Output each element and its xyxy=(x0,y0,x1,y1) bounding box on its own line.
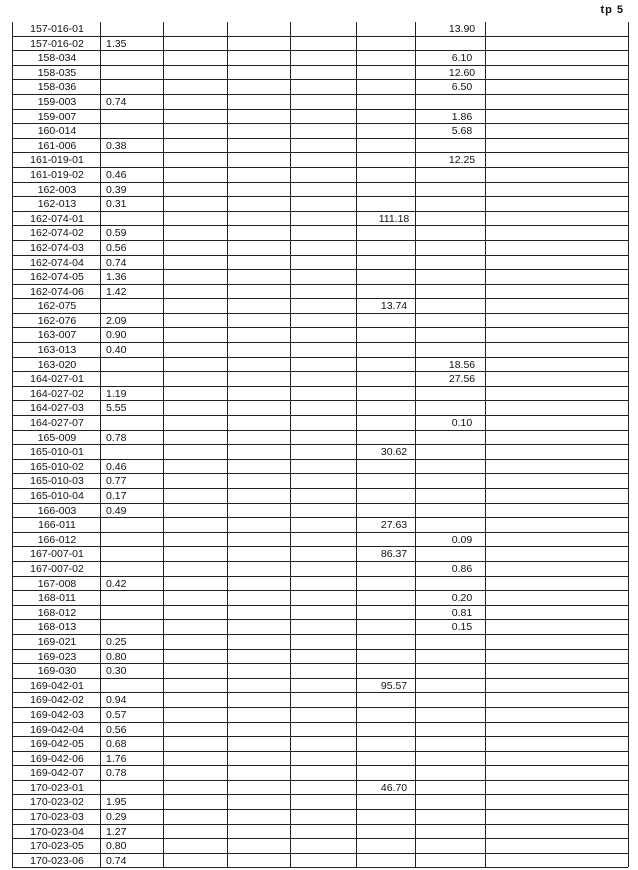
table-row xyxy=(12,372,628,387)
value-a-cell xyxy=(106,358,166,372)
row-id-cell: 158-034 xyxy=(37,52,77,65)
table-row xyxy=(12,854,628,869)
value-a-cell xyxy=(106,212,166,226)
value-c-cell xyxy=(432,460,492,474)
row-id-cell: 162-075 xyxy=(37,300,77,313)
value-a-cell: 1.76 xyxy=(106,752,127,765)
value-a-cell xyxy=(106,51,166,65)
table-row xyxy=(12,37,628,52)
row-id-cell: 161-019-02 xyxy=(30,168,84,181)
value-c-cell xyxy=(432,708,492,722)
value-a-cell: 0.40 xyxy=(106,344,127,357)
row-id-cell: 169-042-02 xyxy=(30,694,84,707)
row-id-cell: 159-003 xyxy=(37,95,77,108)
table-row xyxy=(12,839,628,854)
value-c-cell xyxy=(432,328,492,342)
row-id-cell: 168-011 xyxy=(38,592,76,605)
value-b-cell xyxy=(366,256,422,270)
value-b-cell xyxy=(366,635,422,649)
value-a-cell xyxy=(106,22,166,36)
value-c-cell xyxy=(432,314,492,328)
value-a-cell xyxy=(106,299,166,313)
row-id-cell: 162-003 xyxy=(37,183,77,196)
value-b-cell: 111.18 xyxy=(378,212,410,225)
row-id-cell: 169-030 xyxy=(37,665,77,678)
table-row xyxy=(12,387,628,402)
row-id-cell: 160-014 xyxy=(37,125,77,138)
value-b-cell xyxy=(366,533,422,547)
table-row xyxy=(12,51,628,66)
value-c-cell xyxy=(432,752,492,766)
table-row xyxy=(12,139,628,154)
value-a-cell xyxy=(106,547,166,561)
value-a-cell: 0.56 xyxy=(106,241,127,254)
value-a-cell: 0.68 xyxy=(106,738,127,751)
value-b-cell xyxy=(366,416,422,430)
row-id-cell: 158-035 xyxy=(37,66,77,79)
value-c-cell: 0.09 xyxy=(451,533,473,546)
value-c-cell xyxy=(432,212,492,226)
value-c-cell xyxy=(432,95,492,109)
value-b-cell xyxy=(366,810,422,824)
data-table xyxy=(12,22,628,868)
value-c-cell: 0.20 xyxy=(451,592,473,605)
value-a-cell: 0.57 xyxy=(106,708,127,721)
table-row xyxy=(12,752,628,767)
value-c-cell xyxy=(432,781,492,795)
table-row xyxy=(12,270,628,285)
value-c-cell xyxy=(432,489,492,503)
table-row xyxy=(12,153,628,168)
value-b-cell xyxy=(366,387,422,401)
row-id-cell: 157-016-01 xyxy=(30,23,84,35)
table-row xyxy=(12,343,628,358)
value-c-cell: 12.60 xyxy=(448,66,476,79)
value-b-cell xyxy=(366,80,422,94)
value-a-cell xyxy=(106,372,166,386)
value-c-cell xyxy=(432,679,492,693)
row-id-cell: 162-076 xyxy=(37,314,77,327)
value-a-cell: 1.42 xyxy=(106,285,127,298)
table-row xyxy=(12,80,628,95)
row-id-cell: 162-013 xyxy=(37,198,77,211)
row-id-cell: 158-036 xyxy=(37,81,77,94)
value-b-cell xyxy=(366,577,422,591)
value-c-cell xyxy=(432,387,492,401)
value-a-cell: 0.74 xyxy=(106,95,127,108)
table-row xyxy=(12,328,628,343)
value-c-cell xyxy=(432,650,492,664)
row-id-cell: 168-012 xyxy=(37,606,77,619)
value-a-cell xyxy=(106,562,166,576)
row-id-cell: 170-023-03 xyxy=(30,811,84,824)
table-row xyxy=(12,708,628,723)
column-divider xyxy=(628,22,629,867)
row-id-cell: 167-007-01 xyxy=(30,548,84,561)
row-id-cell: 167-007-02 xyxy=(30,562,84,575)
table-row xyxy=(12,110,628,125)
value-a-cell: 0.49 xyxy=(106,504,127,517)
value-a-cell: 1.35 xyxy=(106,37,127,50)
value-a-cell xyxy=(106,66,166,80)
table-row xyxy=(12,504,628,519)
value-a-cell: 0.56 xyxy=(106,723,127,736)
value-c-cell: 6.10 xyxy=(451,52,473,65)
value-a-cell xyxy=(106,518,166,532)
table-row xyxy=(12,693,628,708)
value-b-cell xyxy=(366,723,422,737)
value-b-cell xyxy=(366,606,422,620)
value-c-cell xyxy=(432,226,492,240)
value-a-cell: 0.80 xyxy=(106,650,127,663)
value-b-cell xyxy=(366,153,422,167)
value-c-cell: 0.81 xyxy=(451,606,473,619)
row-id-cell: 169-042-03 xyxy=(30,708,84,721)
table-row xyxy=(12,474,628,489)
value-c-cell xyxy=(432,518,492,532)
value-a-cell: 5.55 xyxy=(106,402,127,415)
table-row xyxy=(12,226,628,241)
value-b-cell: 30.62 xyxy=(380,446,408,459)
value-b-cell xyxy=(366,489,422,503)
row-id-cell: 170-023-02 xyxy=(30,796,84,809)
table-row xyxy=(12,285,628,300)
row-id-cell: 164-027-07 xyxy=(30,417,84,430)
row-id-cell: 163-020 xyxy=(37,358,77,371)
row-id-cell: 159-007 xyxy=(37,110,77,123)
value-b-cell xyxy=(366,854,422,868)
value-a-cell xyxy=(106,445,166,459)
value-c-cell xyxy=(432,504,492,518)
value-c-cell xyxy=(432,766,492,780)
value-b-cell xyxy=(366,708,422,722)
row-id-cell: 166-012 xyxy=(37,533,77,546)
value-b-cell xyxy=(366,314,422,328)
table-row xyxy=(12,460,628,475)
table-row xyxy=(12,431,628,446)
value-c-cell: 6.50 xyxy=(451,81,473,94)
value-a-cell xyxy=(106,781,166,795)
row-id-cell: 169-023 xyxy=(37,650,77,663)
table-row xyxy=(12,489,628,504)
value-b-cell xyxy=(366,358,422,372)
value-b-cell: 95.57 xyxy=(380,679,408,692)
value-b-cell xyxy=(366,460,422,474)
row-id-cell: 170-023-01 xyxy=(30,781,84,794)
value-b-cell xyxy=(366,650,422,664)
value-c-cell xyxy=(432,825,492,839)
row-id-cell: 162-074-06 xyxy=(30,285,84,298)
row-id-cell: 169-021 xyxy=(37,635,77,648)
value-b-cell xyxy=(366,66,422,80)
value-b-cell xyxy=(366,197,422,211)
value-a-cell: 1.36 xyxy=(106,271,127,284)
value-a-cell xyxy=(106,591,166,605)
value-c-cell: 0.15 xyxy=(451,621,473,634)
value-b-cell xyxy=(366,51,422,65)
value-b-cell xyxy=(366,22,422,36)
value-c-cell: 1.86 xyxy=(451,110,473,123)
table-row xyxy=(12,825,628,840)
table-row xyxy=(12,358,628,373)
table-row xyxy=(12,664,628,679)
value-a-cell xyxy=(106,153,166,167)
table-row xyxy=(12,723,628,738)
value-c-cell xyxy=(432,139,492,153)
table-row xyxy=(12,547,628,562)
value-c-cell xyxy=(432,431,492,445)
value-b-cell xyxy=(366,431,422,445)
value-c-cell: 12.25 xyxy=(448,154,476,167)
value-a-cell xyxy=(106,416,166,430)
value-c-cell: 27.56 xyxy=(448,373,476,386)
row-id-cell: 165-010-04 xyxy=(30,490,84,502)
value-b-cell xyxy=(366,795,422,809)
row-id-cell: 169-042-04 xyxy=(30,723,84,736)
value-c-cell xyxy=(432,723,492,737)
value-b-cell xyxy=(366,693,422,707)
row-id-cell: 162-074-04 xyxy=(30,256,84,269)
row-id-cell: 169-042-05 xyxy=(30,738,84,751)
value-b-cell xyxy=(366,95,422,109)
table-row xyxy=(12,256,628,271)
value-a-cell: 0.25 xyxy=(106,635,127,648)
table-row xyxy=(12,795,628,810)
row-id-cell: 170-023-05 xyxy=(30,840,84,853)
row-id-cell: 163-013 xyxy=(37,344,77,357)
table-row xyxy=(12,168,628,183)
value-c-cell xyxy=(432,474,492,488)
value-a-cell: 0.94 xyxy=(106,694,127,707)
row-id-cell: 164-027-03 xyxy=(30,402,84,415)
value-b-cell xyxy=(366,825,422,839)
row-id-cell: 165-010-02 xyxy=(30,460,84,473)
value-b-cell xyxy=(366,664,422,678)
row-id-cell: 163-007 xyxy=(37,329,77,342)
row-id-cell: 162-074-03 xyxy=(30,241,84,254)
table-row xyxy=(12,66,628,81)
value-c-cell: 13.90 xyxy=(448,23,476,35)
value-c-cell xyxy=(432,197,492,211)
value-a-cell: 0.31 xyxy=(106,198,127,211)
row-id-cell: 170-023-04 xyxy=(30,825,84,838)
table-row xyxy=(12,620,628,635)
value-b-cell xyxy=(366,562,422,576)
value-a-cell xyxy=(106,80,166,94)
value-c-cell xyxy=(432,577,492,591)
value-a-cell: 2.09 xyxy=(106,314,127,327)
value-c-cell xyxy=(432,810,492,824)
row-id-cell: 168-013 xyxy=(37,621,77,634)
value-c-cell xyxy=(432,256,492,270)
value-b-cell xyxy=(366,737,422,751)
value-a-cell: 0.74 xyxy=(106,854,127,867)
value-a-cell: 0.46 xyxy=(106,168,127,181)
row-id-cell: 162-074-02 xyxy=(30,227,84,240)
row-id-cell: 169-042-01 xyxy=(30,679,84,692)
value-b-cell xyxy=(366,183,422,197)
value-b-cell xyxy=(366,226,422,240)
value-b-cell: 27.63 xyxy=(380,519,408,532)
value-b-cell: 13.74 xyxy=(380,300,408,313)
value-a-cell xyxy=(106,606,166,620)
table-row xyxy=(12,241,628,256)
row-id-cell: 165-010-01 xyxy=(30,446,84,459)
table-row xyxy=(12,650,628,665)
value-c-cell xyxy=(432,299,492,313)
value-c-cell xyxy=(432,37,492,51)
row-id-cell: 162-074-01 xyxy=(30,212,84,225)
value-b-cell xyxy=(366,591,422,605)
table-row xyxy=(12,635,628,650)
value-a-cell: 1.27 xyxy=(106,825,127,838)
table-row xyxy=(12,445,628,460)
row-id-cell: 167-008 xyxy=(37,577,77,590)
value-b-cell xyxy=(366,343,422,357)
value-b-cell xyxy=(366,766,422,780)
table-row xyxy=(12,95,628,110)
value-b-cell xyxy=(366,401,422,415)
value-a-cell: 0.80 xyxy=(106,840,127,853)
row-id-cell: 162-074-05 xyxy=(30,271,84,284)
value-c-cell xyxy=(432,795,492,809)
table-row xyxy=(12,562,628,577)
table-row xyxy=(12,124,628,139)
page-number: tp 5 xyxy=(600,4,624,16)
value-b-cell xyxy=(366,839,422,853)
row-id-cell: 165-009 xyxy=(37,431,77,444)
value-b-cell xyxy=(366,241,422,255)
row-id-cell: 166-003 xyxy=(37,504,77,517)
table-row xyxy=(12,591,628,606)
value-b-cell xyxy=(366,372,422,386)
value-c-cell xyxy=(432,547,492,561)
value-c-cell xyxy=(432,401,492,415)
value-b-cell xyxy=(366,504,422,518)
value-c-cell xyxy=(432,693,492,707)
row-id-cell: 164-027-01 xyxy=(30,373,84,386)
row-id-cell: 170-023-06 xyxy=(30,854,84,867)
table-row xyxy=(12,401,628,416)
value-c-cell xyxy=(432,445,492,459)
row-id-cell: 165-010-03 xyxy=(30,475,84,488)
table-row xyxy=(12,577,628,592)
value-c-cell xyxy=(432,664,492,678)
table-row xyxy=(12,606,628,621)
value-a-cell: 0.78 xyxy=(106,431,127,444)
table-row xyxy=(12,22,628,37)
value-c-cell: 18.56 xyxy=(448,358,476,371)
table-row xyxy=(12,212,628,227)
value-a-cell xyxy=(106,620,166,634)
value-a-cell: 0.90 xyxy=(106,329,127,342)
table-row xyxy=(12,533,628,548)
value-b-cell xyxy=(366,752,422,766)
value-a-cell: 0.74 xyxy=(106,256,127,269)
value-b-cell xyxy=(366,285,422,299)
value-a-cell: 0.42 xyxy=(106,577,127,590)
value-b-cell xyxy=(366,139,422,153)
value-a-cell: 0.59 xyxy=(106,227,127,240)
value-c-cell xyxy=(432,270,492,284)
value-b-cell: 86.37 xyxy=(380,548,408,561)
value-a-cell: 0.78 xyxy=(106,767,127,780)
value-b-cell xyxy=(366,124,422,138)
row-id-cell: 164-027-02 xyxy=(30,387,84,400)
value-c-cell xyxy=(432,285,492,299)
value-a-cell: 0.77 xyxy=(106,475,127,488)
value-a-cell: 1.95 xyxy=(106,796,127,809)
table-row xyxy=(12,679,628,694)
table-row xyxy=(12,518,628,533)
row-id-cell: 169-042-06 xyxy=(30,752,84,765)
value-a-cell: 0.39 xyxy=(106,183,127,196)
value-b-cell xyxy=(366,620,422,634)
value-b-cell xyxy=(366,474,422,488)
value-a-cell xyxy=(106,124,166,138)
value-a-cell: 0.29 xyxy=(106,811,127,824)
value-a-cell: 0.17 xyxy=(106,490,127,502)
value-c-cell xyxy=(432,241,492,255)
value-c-cell xyxy=(432,839,492,853)
table-row xyxy=(12,183,628,198)
row-id-cell: 157-016-02 xyxy=(30,37,84,50)
table-row xyxy=(12,299,628,314)
value-c-cell: 5.68 xyxy=(451,125,473,138)
value-c-cell: 0.10 xyxy=(451,417,473,430)
row-id-cell: 161-019-01 xyxy=(30,154,84,167)
value-a-cell xyxy=(106,533,166,547)
table-row xyxy=(12,810,628,825)
value-a-cell: 0.38 xyxy=(106,139,127,152)
value-b-cell: 46.70 xyxy=(380,781,408,794)
value-c-cell xyxy=(432,168,492,182)
table-row xyxy=(12,197,628,212)
value-c-cell xyxy=(432,343,492,357)
row-id-cell: 166-011 xyxy=(38,519,76,532)
value-c-cell xyxy=(432,635,492,649)
value-b-cell xyxy=(366,168,422,182)
value-c-cell xyxy=(432,183,492,197)
row-id-cell: 161-006 xyxy=(37,139,77,152)
value-b-cell xyxy=(366,270,422,284)
table-row xyxy=(12,781,628,796)
value-a-cell xyxy=(106,679,166,693)
value-c-cell xyxy=(432,737,492,751)
value-a-cell: 0.30 xyxy=(106,665,127,678)
value-a-cell xyxy=(106,110,166,124)
value-a-cell: 0.46 xyxy=(106,460,127,473)
value-b-cell xyxy=(366,110,422,124)
value-c-cell: 0.86 xyxy=(451,562,473,575)
value-b-cell xyxy=(366,328,422,342)
table-row xyxy=(12,766,628,781)
table-row xyxy=(12,416,628,431)
value-c-cell xyxy=(432,854,492,868)
value-b-cell xyxy=(366,37,422,51)
row-id-cell: 169-042-07 xyxy=(30,767,84,780)
value-a-cell: 1.19 xyxy=(106,387,127,400)
table-row xyxy=(12,314,628,329)
table-row xyxy=(12,737,628,752)
